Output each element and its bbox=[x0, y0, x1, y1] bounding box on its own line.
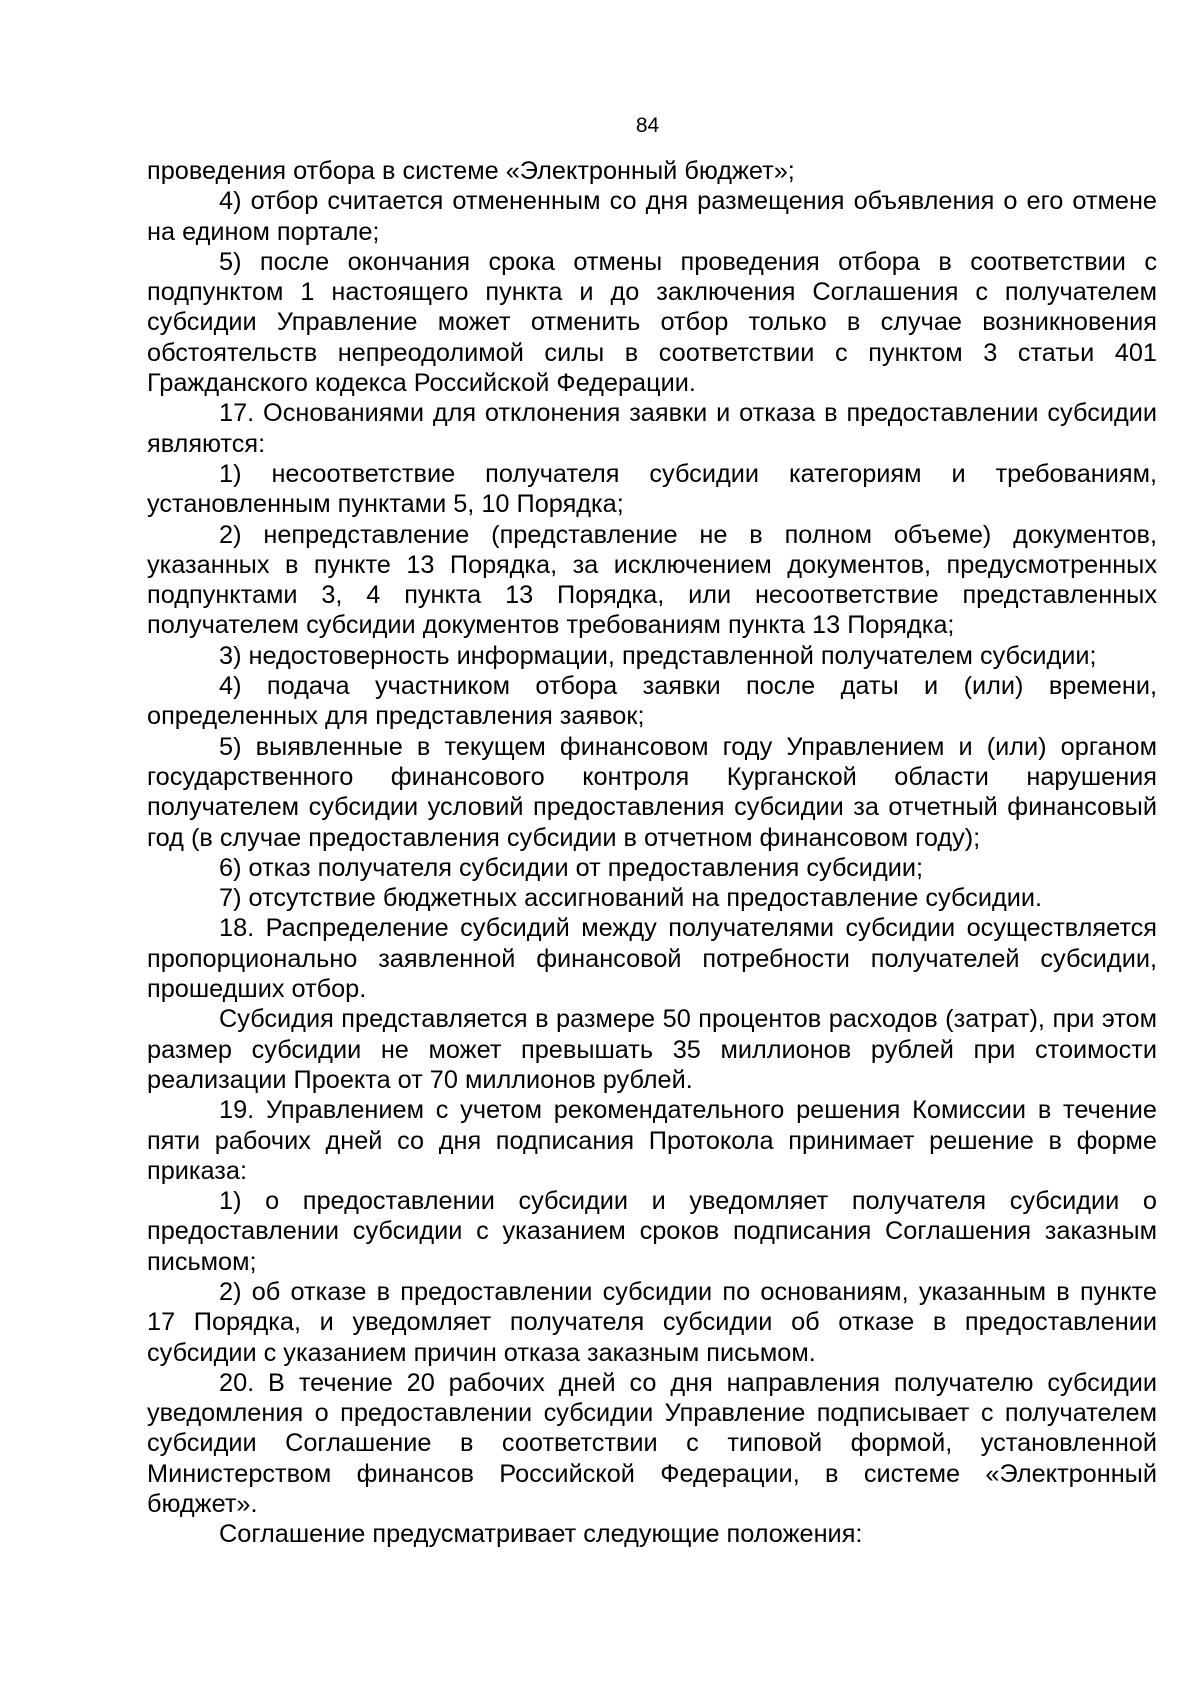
paragraph: Субсидия представляется в размере 50 процентов расходов (затрат), при этом размер субсидии не может превышать 35 миллионов рублей при стоимости реализации Проекта от 70 миллионов рублей. bbox=[147, 1005, 1157, 1094]
page-number: 84 bbox=[635, 114, 660, 137]
paragraph: 1) о предоставлении субсидии и уведомляет получателя субсидии о предоставлении субсидии с указанием сроков подписания Соглашения заказным письмом; bbox=[147, 1187, 1157, 1276]
paragraph: 7) отсутствие бюджетных ассигнований на предоставление субсидии. bbox=[219, 884, 1043, 913]
paragraph: 17. Основаниями для отклонения заявки и отказа в предоставлении субсидии являются: bbox=[147, 399, 1157, 458]
paragraph: 2) об отказе в предоставлении субсидии по основаниям, указанным в пункте 17 Порядка, и уведомляет получателя субсидии об отказе в предоставлении субсидии с указанием причин отказа заказным письмом. bbox=[147, 1277, 1157, 1367]
paragraph: 3) недостоверность информации, представленной получателем субсидии; bbox=[219, 641, 1097, 670]
paragraph: 5) выявленные в текущем финансовом году Управлением и (или) органом государственного финансового контроля Курганской области нарушения получателем субсидии условий предоставления субсидии за отчетный финансовый год (в случае предоставления субсидии в отчетном финансовом году); bbox=[147, 732, 1157, 852]
paragraph: 4) подача участником отбора заявки после даты и (или) времени, определенных для представления заявок; bbox=[147, 672, 1157, 731]
paragraph: 18. Распределение субсидий между получателями субсидии осуществляется пропорционально заявленной финансовой потребности получателей субсидии, прошедших отбор. bbox=[147, 914, 1157, 1004]
paragraph: 2) непредставление (представление не в полном объеме) документов, указанных в пункте 13 Порядка, за исключением документов, предусмотренных подпунктами 3, 4 пункта 13 Порядка, или несоответствие представленных получателем субсидии документов требованиям пункта 13 Порядка; bbox=[147, 520, 1157, 640]
paragraph: 6) отказ получателя субсидии от предоставления субсидии; bbox=[219, 853, 923, 882]
paragraph: проведения отбора в системе «Электронный бюджет»; bbox=[147, 157, 795, 185]
document-body bbox=[147, 156, 1157, 1550]
paragraph: 5) после окончания срока отмены проведения отбора в соответствии с подпунктом 1 настоящего пункта и до заключения Соглашения с получателем субсидии Управление может отменить отбор только в случае возникновения обстоятельств непреодолимой силы в соответствии с пунктом 3 статьи 401 Гражданского кодекса Российской Федерации. bbox=[147, 247, 1157, 398]
paragraph: 20. В течение 20 рабочих дней со дня направления получателю субсидии уведомления о предоставлении субсидии Управление подписывает с получателем субсидии Соглашение в соответствии с типовой формой, установленной Министерством финансов Российской Федерации, в системе «Электронный бюджет». bbox=[147, 1368, 1157, 1519]
paragraph: Соглашение предусматривает следующие положения: bbox=[219, 1520, 863, 1549]
paragraph: 4) отбор считается отмененным со дня размещения объявления о его отмене на едином портале; bbox=[147, 187, 1157, 246]
paragraph: 1) несоответствие получателя субсидии категориям и требованиям, установленным пунктами 5, 10 Порядка; bbox=[147, 459, 1157, 519]
paragraph: 19. Управлением с учетом рекомендательного решения Комиссии в течение пяти рабочих дней со дня подписания Протокола принимает решение в форме приказа: bbox=[147, 1096, 1157, 1185]
